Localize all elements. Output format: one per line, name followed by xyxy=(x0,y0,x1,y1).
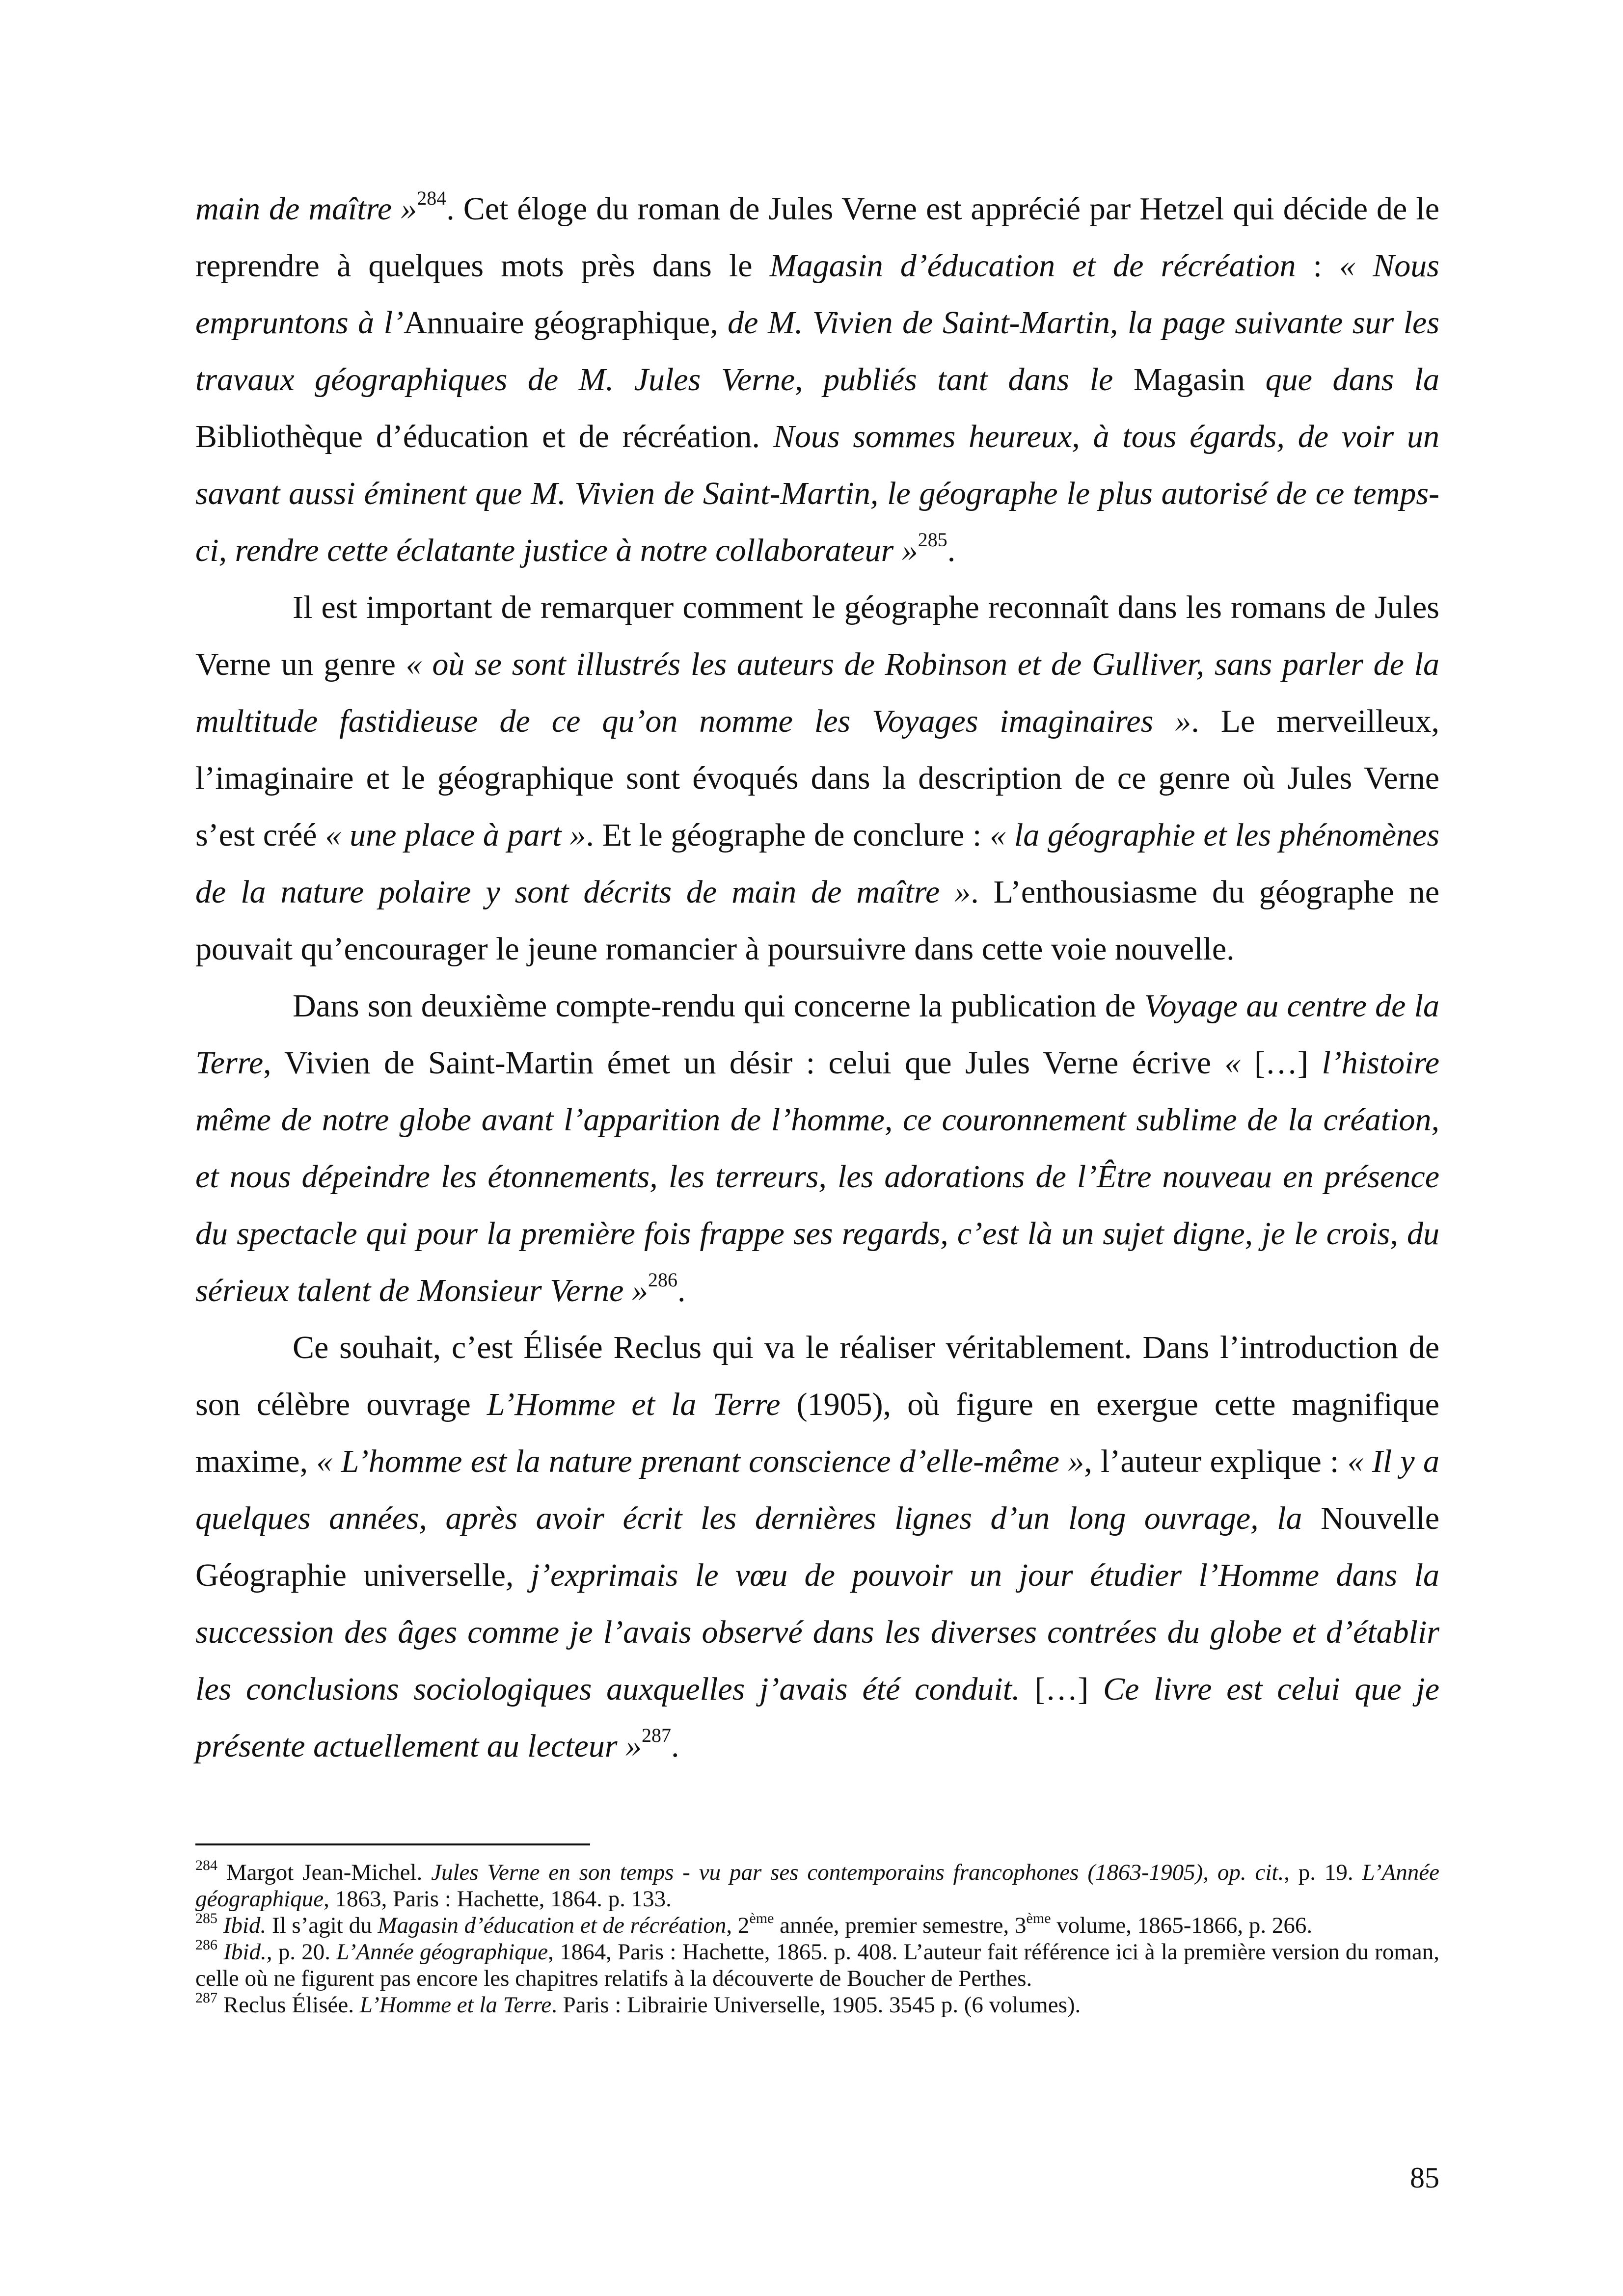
ordinal-suffix: ème xyxy=(1026,1910,1051,1926)
footnote-ref-286[interactable]: 286 xyxy=(648,1269,677,1291)
footnote-text xyxy=(217,1913,223,1938)
ordinal-suffix: ème xyxy=(749,1910,774,1926)
footnote-286 xyxy=(195,1939,1439,1992)
footnote-number: 284 xyxy=(195,1857,217,1873)
title-text: Magasin d’éducation et de récréation xyxy=(769,248,1296,284)
title-text: Magasin xyxy=(1133,362,1245,398)
quote-text: « la géographie et les phénomènes de la nature polaire y sont décrits de main de maître » xyxy=(195,817,1440,910)
paragraph-text: . L’enthousiasme du géographe ne pouvait qu’encourager le jeune romancier à poursuivre dans cette voie nouvelle. xyxy=(195,874,1440,967)
paragraph-3 xyxy=(195,978,1439,1319)
footnotes xyxy=(195,1859,1439,2018)
footnote-title: L’Année géographique xyxy=(336,1939,548,1965)
title-text: L’Homme et la Terre xyxy=(487,1387,781,1422)
paragraph-text: , l’auteur explique : xyxy=(1084,1443,1348,1479)
paragraph-text: Ce souhait, c’est Élisée Reclus qui va le réaliser véritablement. Dans l’introduction de son célèbre ouvrage xyxy=(195,1330,1439,1422)
footnote-title: Magasin d’éducation et de récréation xyxy=(378,1913,727,1938)
paragraph-text: : xyxy=(1296,248,1340,284)
footnote-ref-287[interactable]: 287 xyxy=(642,1724,672,1746)
footnote-ref-284[interactable]: 284 xyxy=(417,187,447,209)
footnote-text: . Paris : Librairie Universelle, 1905. 3545 p. (6 volumes). xyxy=(551,1992,1081,2018)
footnote-title: L’Homme et la Terre xyxy=(359,1992,552,2018)
footnote-divider xyxy=(195,1843,590,1845)
footnote-ref-285[interactable]: 285 xyxy=(918,529,947,551)
paragraph-text: . xyxy=(671,1728,679,1764)
quote-text: « xyxy=(1224,1045,1254,1081)
paragraph-1 xyxy=(195,181,1439,579)
quote-text: « où se sont illustrés les auteurs de Robinson et de Gulliver, sans parler de la multitude fastidieuse de ce qu’on nomme les Voyages imaginaires » xyxy=(195,646,1439,739)
footnote-title: Ibid. xyxy=(223,1913,267,1938)
footnote-number: 285 xyxy=(195,1910,217,1926)
ellipsis-text: […] xyxy=(1034,1671,1104,1707)
footnote-text: , 2 xyxy=(726,1913,750,1938)
paragraph-text: . Le merveilleux, l’imaginaire et le géographique sont évoqués dans la description de ce genre où Jules Verne s’est créé xyxy=(195,703,1439,853)
footnote-number: 286 xyxy=(195,1937,217,1953)
footnote-text: , 1864, Paris : Hachette, 1865. p. 408. L’auteur fait référence ici à la première version du roman, celle où ne figurent pas encore les chapitres relatifs à la découverte de Boucher de Perthes. xyxy=(195,1939,1439,1991)
footnote-text: Margot Jean-Michel. xyxy=(217,1860,432,1885)
footnote-285 xyxy=(195,1912,1439,1939)
paragraph-text: . Cet éloge du roman de Jules Verne est apprécié par Hetzel qui décide de le reprendre à quelques mots près dans le xyxy=(195,191,1439,284)
page-number: 85 xyxy=(1410,2162,1439,2194)
quote-text: « Nous empruntons à l’ xyxy=(195,248,1439,341)
footnote-text: Il s’agit du xyxy=(266,1913,378,1938)
quote-text: que dans la xyxy=(1245,362,1439,398)
footnote-title: Jules Verne en son temps - vu par ses contemporains francophones (1863-1905), op. cit. xyxy=(431,1860,1284,1885)
quote-text: Ce livre est celui que je présente actuellement au lecteur » xyxy=(195,1671,1439,1764)
footnote-title: L’Année géographique xyxy=(195,1860,1439,1912)
paragraph-4 xyxy=(195,1319,1439,1775)
footnote-text: volume, 1865-1866, p. 266. xyxy=(1051,1913,1313,1938)
paragraph-text: . xyxy=(752,419,773,454)
body-text xyxy=(195,181,1439,1775)
footnote-text xyxy=(217,1939,223,1965)
title-text: Annuaire géographique xyxy=(403,305,710,341)
paragraph-text: (1905), où figure en exergue cette magnifique maxime, xyxy=(195,1387,1439,1479)
footnote-text: Reclus Élisée. xyxy=(217,1992,360,2018)
quote-text: Nous sommes heureux, à tous égards, de voir un savant aussi éminent que M. Vivien de Saint-Martin, le géographe le plus autorisé de ce temps-ci, rendre cette éclatante justice à notre collaborateur » xyxy=(195,419,1439,568)
quote-text: main de maître » xyxy=(195,191,417,227)
paragraph-text: . xyxy=(677,1273,686,1308)
ellipsis-text: […] xyxy=(1254,1045,1322,1081)
footnote-287 xyxy=(195,1992,1439,2018)
quote-text: , de M. Vivien de Saint-Martin, la page suivante sur les travaux géographiques de M. Jules Verne, publiés tant dans le xyxy=(195,305,1440,398)
quote-text: « L’homme est la nature prenant conscience d’elle-même » xyxy=(316,1443,1084,1479)
footnote-number: 287 xyxy=(195,1990,217,2006)
quote-text: « Il y a quelques années, après avoir écrit les dernières lignes d’un long ouvrage, la xyxy=(195,1443,1439,1536)
quote-text: l’histoire même de notre globe avant l’apparition de l’homme, ce couronnement sublime de la création, et nous dépeindre les étonnements, les terreurs, les adorations de l’Être nouveau en présence du spectacle qui pour la première fois frappe ses regards, c’est là un sujet digne, je le crois, du sérieux talent de Monsieur Verne » xyxy=(195,1045,1439,1308)
quote-text: , j’exprimais le vœu de pouvoir un jour étudier l’Homme dans la succession des âges comme je l’avais observé dans les diverses contrées du globe et d’établir les conclusions sociologiques auxquelles j’avais été conduit. xyxy=(195,1557,1439,1707)
footnote-text: p. 20. xyxy=(272,1939,337,1965)
paragraph-text: . Et le géographe de conclure : xyxy=(586,817,990,853)
title-text: Bibliothèque d’éducation et de récréation xyxy=(195,419,752,454)
paragraph-text: Dans son deuxième compte-rendu qui concerne la publication de xyxy=(293,988,1144,1024)
footnote-text: , p. 19. xyxy=(1284,1860,1362,1885)
footnote-284 xyxy=(195,1859,1439,1912)
footnote-text: année, premier semestre, 3 xyxy=(774,1913,1027,1938)
paragraph-text: Il est important de remarquer comment le géographe reconnaît dans les romans de Jules Verne un genre xyxy=(195,589,1439,682)
title-text: Voyage au centre de la Terre xyxy=(195,988,1439,1081)
paragraph-text: , Vivien de Saint-Martin émet un désir : celui que Jules Verne écrive xyxy=(263,1045,1225,1081)
paragraph-2 xyxy=(195,579,1439,978)
quote-text: « une place à part » xyxy=(325,817,586,853)
footnote-text: , 1863, Paris : Hachette, 1864. p. 133. xyxy=(324,1886,672,1912)
title-text: Nouvelle Géographie universelle xyxy=(195,1500,1439,1593)
footnote-title: Ibid., xyxy=(223,1939,272,1965)
paragraph-text: . xyxy=(947,533,956,568)
